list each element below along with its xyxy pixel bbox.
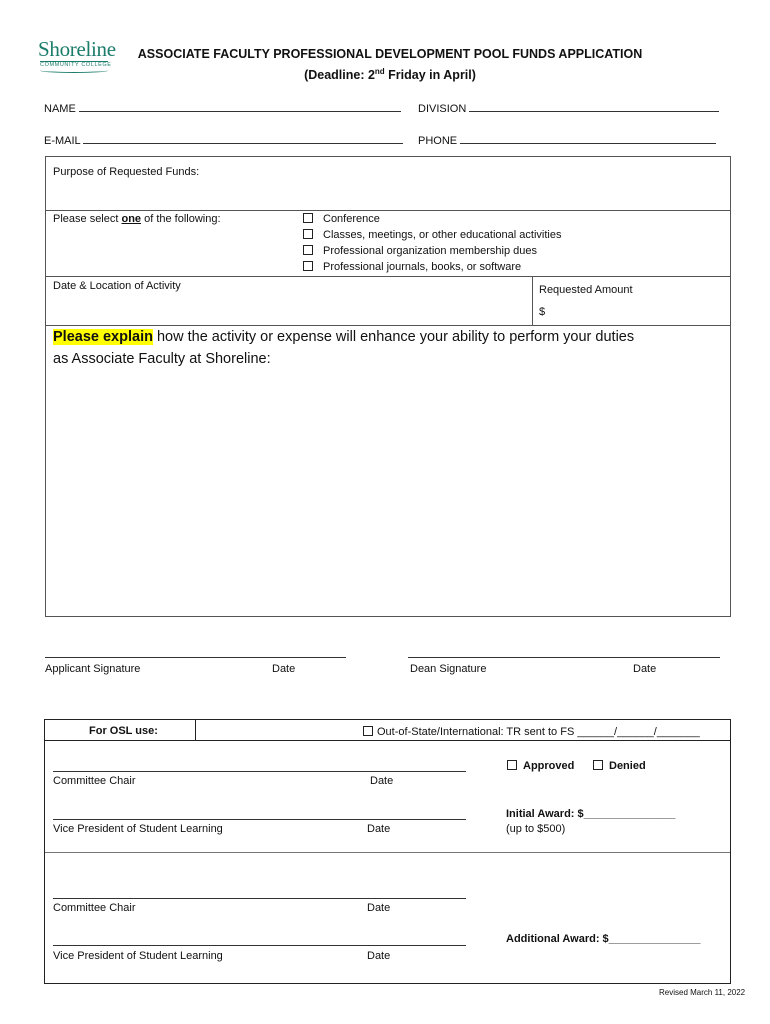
- osl-header-column: [195, 720, 196, 741]
- purpose-input-area[interactable]: [50, 180, 725, 208]
- dean-signature-label: Dean Signature: [410, 663, 487, 675]
- initial-award[interactable]: Initial Award: $_______________: [506, 808, 676, 820]
- checkbox[interactable]: [507, 760, 517, 770]
- vp-label: Vice President of Student Learning: [53, 823, 223, 835]
- date-label: Date: [370, 775, 394, 787]
- committee-chair-line-1[interactable]: [53, 771, 466, 772]
- osl-section-divider: [45, 852, 730, 853]
- date-label: Date: [367, 823, 391, 835]
- funding-options: [303, 211, 561, 275]
- date-label: Date: [367, 902, 391, 914]
- date-location-label: Date & Location of Activity: [53, 280, 181, 292]
- vp-line-2[interactable]: [53, 945, 466, 946]
- email-label: E-MAIL: [44, 135, 81, 147]
- checkbox[interactable]: [303, 213, 313, 223]
- vp-label: Vice President of Student Learning: [53, 950, 223, 962]
- dean-signature-line[interactable]: [408, 657, 720, 658]
- option-conference[interactable]: Conference: [303, 211, 561, 227]
- checkbox[interactable]: [593, 760, 603, 770]
- option-journals[interactable]: Professional journals, books, or software: [303, 259, 561, 275]
- committee-chair-label: Committee Chair: [53, 775, 136, 787]
- osl-title: For OSL use:: [89, 725, 158, 737]
- purpose-label: Purpose of Requested Funds:: [53, 166, 200, 178]
- date-location-input[interactable]: [50, 294, 528, 322]
- select-instruction: Please select one of the following:: [53, 213, 221, 225]
- phone-field[interactable]: [418, 133, 716, 147]
- name-line[interactable]: [79, 101, 401, 112]
- phone-label: PHONE: [418, 135, 458, 147]
- denied-option[interactable]: Denied: [593, 760, 646, 772]
- approved-option[interactable]: Approved: [507, 760, 574, 772]
- logo-subtitle: COMMUNITY COLLEGE: [40, 62, 112, 68]
- column-divider: [532, 276, 533, 325]
- applicant-signature-label: Applicant Signature: [45, 663, 141, 675]
- vp-line-1[interactable]: [53, 819, 466, 820]
- row-divider: [45, 276, 730, 277]
- checkbox[interactable]: [303, 261, 313, 271]
- revision-date: Revised March 11, 2022: [659, 988, 746, 997]
- osl-header-divider: [45, 740, 730, 741]
- requested-amount-label: Requested Amount: [539, 284, 633, 296]
- committee-chair-line-2[interactable]: [53, 898, 466, 899]
- applicant-signature-line[interactable]: [45, 657, 346, 658]
- out-of-state-option[interactable]: Out-of-State/International: TR sent to FS ______/______/_______: [363, 726, 700, 738]
- checkbox[interactable]: [303, 245, 313, 255]
- division-field[interactable]: [418, 101, 719, 115]
- college-logo: Shoreline: [38, 37, 116, 61]
- initial-award-limit: (up to $500): [506, 823, 566, 835]
- division-line[interactable]: [469, 101, 719, 112]
- dean-date-label: Date: [633, 663, 657, 675]
- date-label: Date: [367, 950, 391, 962]
- email-line[interactable]: [83, 133, 403, 144]
- committee-chair-label: Committee Chair: [53, 902, 136, 914]
- deadline: (Deadline: 2nd Friday in April): [304, 67, 476, 83]
- name-field[interactable]: [44, 101, 401, 115]
- explain-prompt: Please explain how the activity or expense will enhance your ability to perform your duties as Associate Faculty at Shoreline:: [53, 329, 635, 367]
- option-membership-dues[interactable]: Professional organization membership dues: [303, 243, 561, 259]
- checkbox[interactable]: [363, 726, 373, 736]
- email-field[interactable]: [44, 133, 403, 147]
- name-label: NAME: [44, 103, 76, 115]
- form-title: ASSOCIATE FACULTY PROFESSIONAL DEVELOPMENT POOL FUNDS APPLICATION: [137, 47, 643, 61]
- option-classes[interactable]: Classes, meetings, or other educational activities: [303, 227, 561, 243]
- phone-line[interactable]: [460, 133, 716, 144]
- additional-award[interactable]: Additional Award: $_______________: [506, 933, 701, 945]
- explain-input-area[interactable]: [50, 372, 725, 612]
- checkbox[interactable]: [303, 229, 313, 239]
- dollar-sign: $: [539, 306, 546, 318]
- applicant-date-label: Date: [272, 663, 296, 675]
- division-label: DIVISION: [418, 103, 467, 115]
